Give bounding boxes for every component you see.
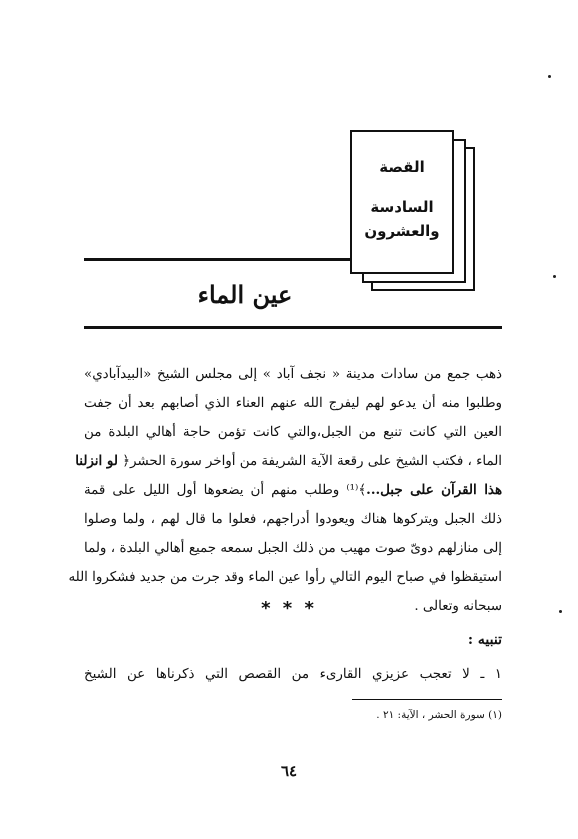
quran-verse-text: هذا القرآن على جبل... [366,482,503,498]
body-text-run: ذهب جمع من سادات مدينة « نجف آباد » إلى مجلس الشيخ «البيدآبادي» [84,367,502,382]
body-text-run: إلى منازلهم دوىّ صوت مهيب من ذلك الجبل سمعه جميع أهالي البلدة ، ولما [84,541,502,556]
page-number: ٦٤ [280,762,298,780]
story-body [68,360,503,621]
body-text-run: وطلبوا منه أن يدعو لهم ليفرج الله عنهم العناء الذي أصابهم بعد أن جفت [84,396,502,411]
chapter-ordinal: السادسة [370,198,434,216]
body-line [84,360,502,389]
body-line [68,563,502,592]
body-text-run: ﴾⁽¹⁾ وطلب منهم أن يضعوها أول الليل على قمة [84,483,367,498]
footnote-rule [352,699,502,700]
chapter-ordinal-tens: والعشرون [364,222,440,240]
body-line [84,389,502,418]
quran-verse-text: لو انزلنا [75,453,118,469]
section-separator: * * * [261,598,317,619]
story-title: عين الماء [197,280,293,309]
body-text-run: العين التي كانت تنبع من الجبل،والتي كانت تؤمن حاجة أهالي البلدة من [84,425,502,440]
footnote: (١) سورة الحشر ، الآية: ٢١ . [376,709,502,721]
scan-speck [548,75,551,78]
body-text-run: استيقظوا في صباح اليوم التالي رأوا عين الماء وقد جرت من جديد فشكروا الله [68,570,502,585]
chapter-label: القصة [379,158,425,176]
chapter-number-box [350,130,454,274]
body-line [75,447,502,476]
body-text-run: ذلك الجبل ويتركوها هناك ويعودوا أدراجهم، فعلوا ما قال لهم ، ولما وصلوا [84,512,502,527]
scan-speck [553,275,556,278]
scan-speck [559,610,562,613]
title-rule [84,326,502,329]
note-line: ١ ـ لا تعجب عزيزي القارىء من القصص التي ذكرناها عن الشيخ [84,667,502,682]
header-rule [84,258,352,261]
body-line [84,476,502,505]
body-line [84,418,502,447]
body-text-run: سبحانه وتعالى . [414,599,502,614]
note-heading: تنبيه : [467,632,502,648]
body-text-run: الماء ، فكتب الشيخ على رقعة الآية الشريفة من أواخر سورة الحشر﴿ [117,454,502,469]
body-line [84,534,502,563]
body-line [84,505,502,534]
